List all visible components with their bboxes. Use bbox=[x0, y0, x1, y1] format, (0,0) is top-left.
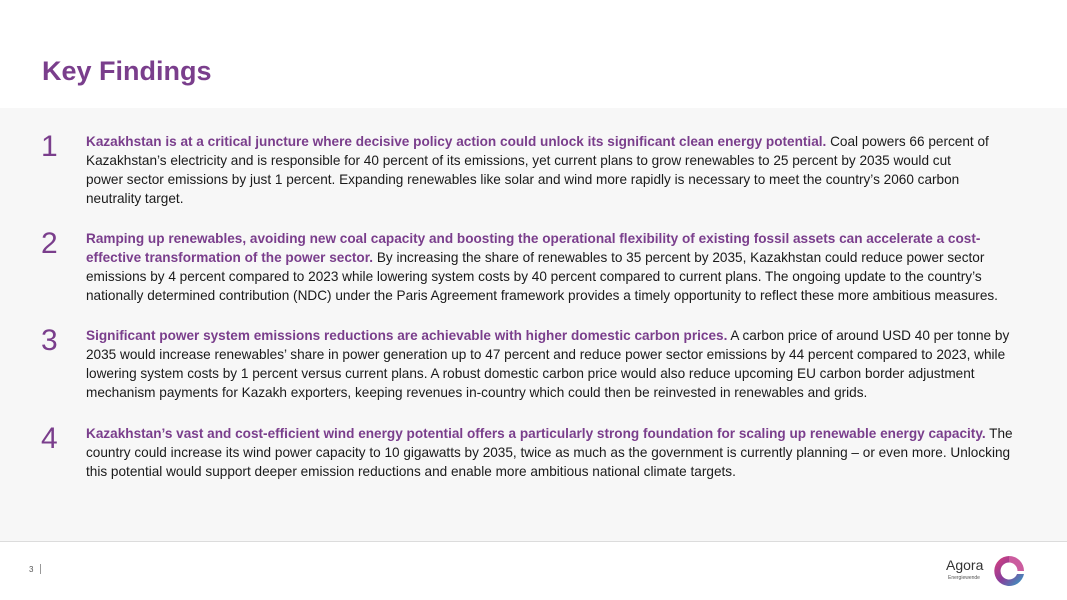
finding-text bbox=[86, 425, 1031, 482]
finding-lead: Ramping up renewables, avoiding new coal capacity and boosting the operational flexibility of existing fossil assets can accelerate a cost-effective transformation of the power sector. bbox=[86, 231, 981, 265]
finding-number: 2 bbox=[41, 227, 58, 260]
agora-logo bbox=[946, 552, 1030, 590]
page-number-separator bbox=[40, 564, 41, 574]
logo-name: Agora bbox=[946, 557, 984, 573]
logo-subtitle: Energiewende bbox=[948, 575, 980, 581]
finding-body: A carbon price of around USD 40 per tonne by 2035 would increase renewables’ share in power generation up to 47 percent and reduce power sector emissions by 44 percent compared to 2023, while lowering system costs by 1 percent versus current plans. A robust domestic carbon price would also reduce upcoming EU carbon border adjustment mechanism payments for Kazakh exporters, keeping revenues in-country which could then be reinvested in renewables and grids. bbox=[86, 328, 1010, 400]
finding-number: 4 bbox=[41, 422, 58, 455]
finding-body: Coal powers 66 percent of Kazakhstan’s electricity and is responsible for 40 percent of its emissions, yet current plans to grow renewables to 25 percent by 2035 would cut power sector emissions by just 1 percent. Expanding renewables like solar and wind more rapidly is necessary to meet the country’s 2060 carbon neutrality target. bbox=[86, 134, 989, 206]
page-number: 3 bbox=[29, 565, 34, 574]
finding-text bbox=[86, 133, 991, 209]
finding-lead: Kazakhstan is at a critical juncture where decisive policy action could unlock its significant clean energy potential. bbox=[86, 134, 827, 149]
finding-text bbox=[86, 230, 1031, 306]
finding-text bbox=[86, 327, 1031, 403]
finding-number: 1 bbox=[41, 130, 58, 163]
agora-logo-icon bbox=[992, 554, 1026, 588]
finding-body: The country could increase its wind power capacity to 10 gigawatts by 2035, twice as much as the government is currently planning – or even more. Unlocking this potential would support deeper emission reductions and enable more ambitious national climate targets. bbox=[86, 426, 1013, 479]
page-title: Key Findings bbox=[42, 56, 212, 86]
footer-divider bbox=[0, 541, 1067, 542]
finding-number: 3 bbox=[41, 324, 58, 357]
finding-lead: Significant power system emissions reductions are achievable with higher domestic carbon prices. bbox=[86, 328, 728, 343]
finding-lead: Kazakhstan’s vast and cost-efficient wind energy potential offers a particularly strong foundation for scaling up renewable energy capacity. bbox=[86, 426, 986, 441]
finding-body: By increasing the share of renewables to 35 percent by 2035, Kazakhstan could reduce power sector emissions by 4 percent compared to 2023 while lowering system costs by 40 percent compared to current plans. The ongoing update to the country’s nationally determined contribution (NDC) under the Paris Agreement framework provides a timely opportunity to reflect these more ambitious measures. bbox=[86, 249, 998, 303]
